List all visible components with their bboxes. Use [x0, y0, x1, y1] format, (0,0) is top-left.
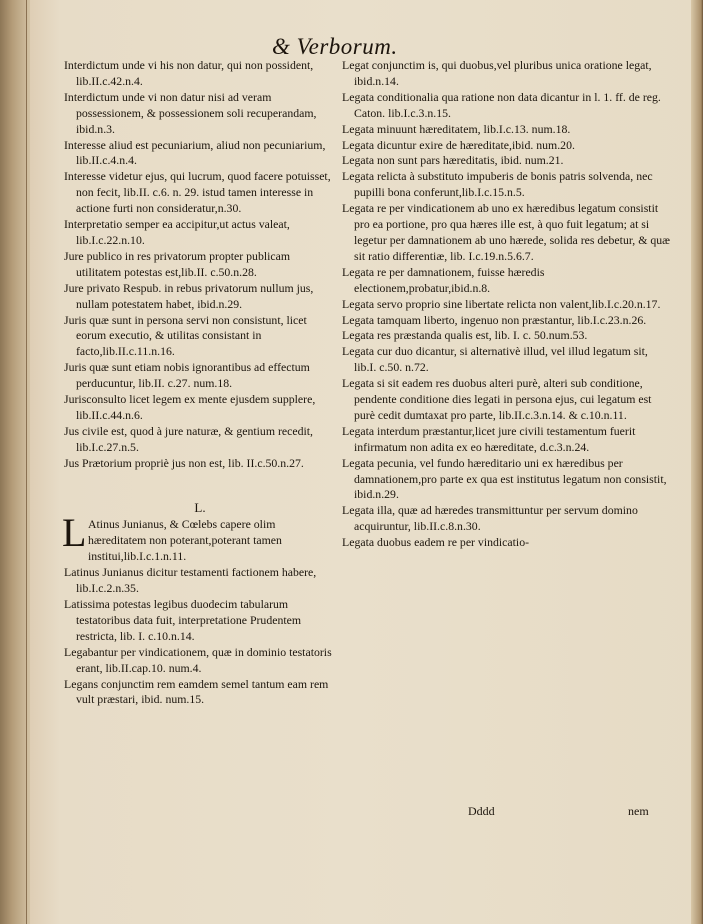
running-header: & Verborum. — [272, 34, 398, 59]
index-entry: Juris quæ sunt etiam nobis ignorantibus ad effectum perducuntur, lib.II. c.27. num.18. — [64, 360, 310, 391]
index-entry: Interesse aliud est pecuniarium, aliud non pecuniarium, lib.II.c.4.n.4. — [64, 137, 326, 168]
index-entry: Legata cur duo dicantur, si alternativè illud, vel illud legatum sit, lib.I. c.50. n.72. — [342, 344, 648, 375]
page-edge — [691, 0, 703, 924]
right-column — [342, 58, 670, 551]
index-entry: Legata dicuntur exire de hæreditate,ibid. num.20. — [342, 137, 575, 152]
index-entry: Legata conditionalia qua ratione non data dicantur in l. 1. ff. de reg. Caton. lib.I.c.3.n.15. — [342, 89, 661, 120]
index-entry: Legata tamquam liberto, ingenuo non præstantur, lib.I.c.23.n.26. — [342, 312, 647, 327]
index-entry: Legat conjunctim is, qui duobus,vel pluribus unica oratione legat, ibid.n.14. — [342, 58, 652, 88]
catchword: nem — [628, 804, 649, 818]
index-entry: Legata minuunt hæreditatem, lib.I.c.13. num.18. — [342, 121, 571, 136]
index-entry: Latinus Junianus dicitur testamenti factionem habere, lib.I.c.2.n.35. — [64, 565, 317, 596]
gutter-line — [26, 0, 27, 924]
index-entry: Legabantur per vindicationem, quæ in dominio testatoris erant, lib.II.cap.10. num.4. — [64, 644, 332, 675]
index-entry: Jure privato Respub. in rebus privatorum nullum jus, nullam potestatem habet, ibid.n.29. — [64, 280, 314, 311]
index-entry: Legata illa, quæ ad hæredes transmittuntur per servum domino acquiruntur, lib.II.c.8.n.30. — [342, 503, 638, 534]
index-entry: Interdictum unde vi his non datur, qui non possident, lib.II.c.42.n.4. — [64, 58, 314, 88]
index-entry: Legata re per damnationem, fuisse hæredis electionem,probatur,ibid.n.8. — [342, 264, 545, 295]
index-entry: Legata si sit eadem res duobus alteri purè, alteri sub conditione, pendente conditione dies legati in persona ejus, cui legatum est purè cedit dumtaxat pro parte, lib.II.c.3.n.14. & c.10.n.11. — [342, 376, 652, 422]
index-entry: Juris quæ sunt in persona servi non consistunt, licet eorum executio, & utilitas consistant in facto,lib.II.c.11.n.16. — [64, 312, 307, 359]
index-entry: Legata pecunia, vel fundo hæreditario uni ex hæredibus per damnationem,pro parte ex qua est institutus legatum non consistit, ibid.n.29. — [342, 455, 667, 502]
dropcap-entry — [62, 510, 336, 565]
index-entry: Legata res præstanda qualis est, lib. I. c. 50.num.53. — [342, 328, 588, 343]
section-letter: L. — [194, 499, 206, 515]
index-entry: Legata relicta à substituto impuberis de bonis patris solvenda, nec pupilli bona conferunt,lib.I.c.15.n.5. — [342, 169, 653, 200]
index-entry: Jus Prætorium propriè jus non est, lib. II.c.50.n.27. — [64, 455, 304, 470]
index-entry: Interesse videtur ejus, qui lucrum, quod facere potuisset, non fecit, lib.II. c.6. n. 29. istud tamen interesse in actione furti non consideratur,n.30. — [64, 169, 331, 216]
index-entry: Legata servo proprio sine libertate relicta non valent,lib.I.c.20.n.17. — [342, 296, 661, 311]
index-entry: Legata duobus eadem re per vindicatio- — [342, 535, 530, 550]
index-entry: Interpretatio semper ea accipitur,ut actus valeat, lib.I.c.22.n.10. — [64, 217, 290, 247]
index-entry: Legans conjunctim rem eamdem semel tantum eam rem vult præstari, ibid. num.15. — [64, 676, 329, 707]
dropcap-entry-text: Atinus Junianus, & Cœlebs capere olim hæreditatem non poterant,poterant tamen institui,lib.I.c.1.n.11. — [88, 517, 282, 564]
index-entry: Jure publico in res privatorum propter publicam utilitatem potestas est,lib.II. c.50.n.28. — [64, 248, 291, 279]
left-column — [64, 58, 336, 708]
signature-mark: Dddd — [468, 804, 495, 818]
index-entry: Legata non sunt pars hæreditatis, ibid. num.21. — [342, 153, 564, 168]
index-entry: Latissima potestas legibus duodecim tabularum testatoribus data fuit, interpretatione Prudentem restricta, lib. I. c.10.n.14. — [64, 597, 302, 643]
drop-cap: L — [62, 510, 87, 556]
index-entry: Interdictum unde vi non datur nisi ad veram possessionem, & possessionem soli recuperandam, ibid.n.3. — [64, 89, 317, 136]
index-entry: Jurisconsulto licet legem ex mente ejusdem supplere, lib.II.c.44.n.6. — [64, 392, 316, 422]
index-entry: Jus civile est, quod à jure naturæ, & gentium recedit, lib.I.c.27.n.5. — [64, 423, 313, 454]
index-entry: Legata re per vindicationem ab uno ex hæredibus legatum consistit pro ea portione, pro qua hæres ille est, à quo fuit legatum; at si legetur per damnationem ab uno hærede, solida res debetur, & quæ sit ratio differentiæ, lib. I.c.19.n.5.6.7. — [342, 201, 670, 263]
index-entry: Legata interdum præstantur,licet jure civili testamentum fuerit infirmatum non adita ex eo hæreditate, d.c.3.n.24. — [342, 423, 636, 454]
